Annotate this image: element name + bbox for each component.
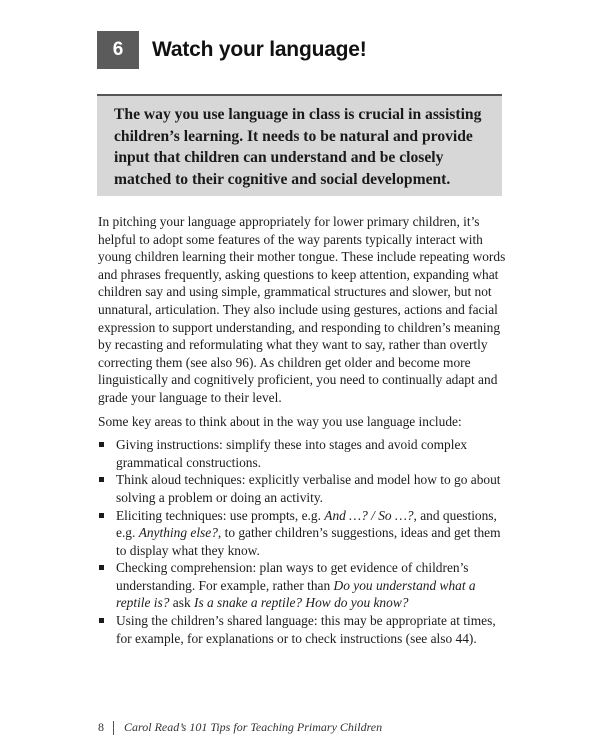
page-number: 8	[98, 720, 104, 734]
list-item: Eliciting techniques: use prompts, e.g. And …? / So …?, and questions, e.g. Anything else?, to gather children’s suggestions, ideas and get them to display what they know.	[98, 507, 510, 560]
footer-divider	[113, 721, 114, 735]
square-bullet-icon	[99, 565, 104, 570]
body-text	[98, 213, 510, 647]
tip-number-badge: 6	[97, 31, 139, 69]
list-item: Checking comprehension: plan ways to get evidence of children’s understanding. For example, rather than Do you understand what a reptile is? ask Is a snake a reptile? How do you know?	[98, 559, 510, 612]
square-bullet-icon	[99, 618, 104, 623]
list-item: Think aloud techniques: explicitly verbalise and model how to go about solving a problem or doing an activity.	[98, 471, 510, 506]
square-bullet-icon	[99, 477, 104, 482]
tip-header	[97, 31, 367, 69]
summary-box: The way you use language in class is crucial in assisting children’s learning. It needs to be natural and provide input that children can understand and be closely matched to their cognitive and social development.	[97, 94, 502, 196]
square-bullet-icon	[99, 513, 104, 518]
page-footer	[98, 720, 382, 735]
list-item: Giving instructions: simplify these into stages and avoid complex grammatical constructions.	[98, 436, 510, 471]
square-bullet-icon	[99, 442, 104, 447]
list-item: Using the children’s shared language: this may be appropriate at times, for example, for explanations or to check instructions (see also 44).	[98, 612, 510, 647]
list-intro: Some key areas to think about in the way you use language include:	[98, 413, 462, 429]
body-paragraph: In pitching your language appropriately for lower primary children, it’s helpful to adopt some features of the way parents typically interact with young children learning their mother tongue. These include repeating words and phrases frequently, asking questions to keep attention, expanding what children say and using simple, grammatical structures and slower, but not unnatural, articulation. They also include using gestures, actions and facial expression to support understanding, and responding to children’s meaning by recasting and reformulating what they want to say, rather than overtly correcting them (see also 96). As children get older and become more linguistically and cognitively proficient, you need to continually adapt and grade your language to their level.	[98, 214, 506, 405]
book-title: Carol Read’s 101 Tips for Teaching Primary Children	[124, 720, 383, 734]
tips-list	[98, 436, 510, 647]
tip-title: Watch your language!	[152, 38, 367, 61]
